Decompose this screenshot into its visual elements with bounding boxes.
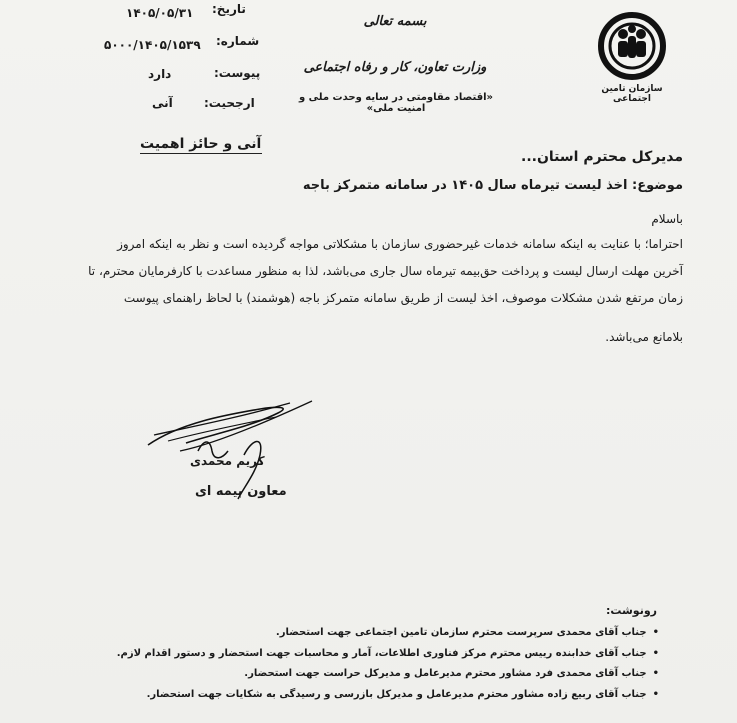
cc-item: • جناب آقای خدابنده رییس محترم مرکز فناوری اطلاعات، آمار و محاسبات جهت استحضار و دستور اقدام لازم. [117,648,659,659]
subject-line: موضوع: اخذ لیست تیرماه سال ۱۴۰۵ در سامانه متمرکز باجه [302,178,683,193]
urgency-note: آنی و حائز اهمیت [140,136,262,152]
date-value: ۱۴۰۵/۰۵/۳۱ [126,6,194,20]
addressee: مدیرکل محترم استان... [521,149,683,165]
number-value: ۵۰۰۰/۱۴۰۵/۱۵۳۹ [104,38,201,52]
cc-heading: رونوشت: [605,604,657,617]
greeting: باسلام [651,212,683,226]
signatory-title: معاون بیمه ای [195,484,287,499]
number-label: شماره: [216,34,260,48]
ministry-name: وزارت تعاون، کار و رفاه اجتماعی [303,60,487,75]
cc-item: • جناب آقای محمدی سرپرست محترم سازمان تامین اجتماعی جهت استحضار. [276,627,659,638]
body-line-3: زمان مرتفع شدن مشکلات موصوف، اخذ لیست از طریق سامانه متمرکز باجه (هوشمند) با لحاظ راهنمای پیوست [123,291,683,305]
slogan: «اقتصاد مقاومتی در سایه وحدت ملی و امنیت ملی» [298,92,494,114]
body-line-2: آخرین مهلت ارسال لیست و پرداخت حق‌بیمه تیرماه سال جاری می‌باشد، لذا به منظور مساعدت با کارفرمایان محترم، تا [88,264,683,278]
bismillah-heading: بسمه تعالی [363,14,427,29]
organization-name: سازمان تامین اجتماعی [601,84,663,104]
body-line-4: بلامانع می‌باشد. [605,330,683,344]
attachment-label: پیوست: [214,66,261,80]
priority-value: آنی [152,96,173,110]
body-line-1: احتراما؛ با عنایت به اینکه سامانه خدمات غیرحضوری سازمان با مشکلاتی مواجه گردیده است و نظر به اینکه امروز [117,237,683,251]
cc-item: • جناب آقای ربیع زاده مشاور محترم مدیرعامل و مدیرکل بازرسی و رسیدگی به شکایات جهت استحضار. [147,689,659,700]
attachment-value: دارد [148,67,172,81]
priority-label: ارجحیت: [204,96,255,110]
date-label: تاریخ: [212,2,246,16]
organization-logo [591,12,673,104]
signatory-name: کریم محمدی [190,454,265,468]
cc-item: • جناب آقای محمدی فرد مشاور محترم مدیرعامل و مدیرکل حراست جهت استحضار. [244,668,659,679]
logo-emblem-icon [591,12,673,80]
urgency-underline [140,153,262,154]
